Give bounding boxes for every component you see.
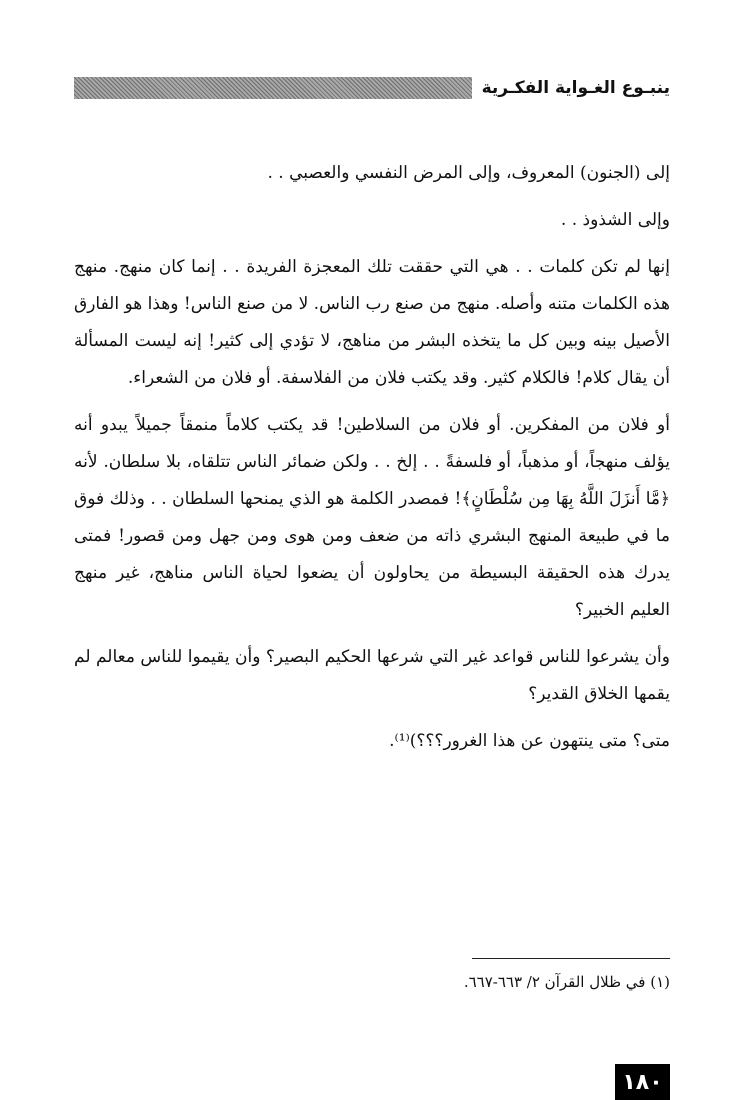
header-title: ينبـوع الغـواية الفكـرية xyxy=(481,78,670,98)
footnote-separator xyxy=(472,958,670,959)
footnote: (١) في ظلال القرآن ٢/ ٦٦٣-٦٦٧. xyxy=(463,973,670,991)
header-pattern-bar xyxy=(74,77,472,99)
running-header xyxy=(74,74,670,102)
paragraph-2: وإلى الشذوذ . . xyxy=(560,210,670,230)
paragraph-3: إنها لم تكن كلمات . . هي التي حققت تلك المعجزة الفريدة . . إنما كان منهج. منهج هذه الكلمات متنه وأصله. منهج من صنع رب الناس. لا من صنع الناس! وهذا هو الفارق الأصيل بينه وبين كل ما يتخذه البشر من مناهج، لا تؤدي إلى كثير! إنه ليست المسألة أن يقال كلام! فالكلام كثير. وقد يكتب فلان من الفلاسفة. أو فلان من الشعراء. xyxy=(74,257,670,388)
page-number: ١٨٠ xyxy=(615,1064,670,1100)
paragraph-4: أو فلان من المفكرين. أو فلان من السلاطين! قد يكتب كلاماً منمقاً جميلاً يبدو أنه يؤلف منهجاً، أو مذهباً، أو فلسفةً . . إلخ . . ولكن ضمائر الناس تتلقاه، بلا سلطان. لأنه ﴿مَّا أَنزَلَ اللَّهُ بِهَا مِن سُلْطَانٍ﴾! فمصدر الكلمة هو الذي يمنحها السلطان . . وذلك فوق ما في طبيعة المنهج البشري ذاته من ضعف ومن هوى ومن جهل ومن قصور! فمتى يدرك هذه الحقيقة البسيطة من يحاولون أن يضعوا لحياة الناس مناهج، غير منهج العليم الخبير؟ xyxy=(74,415,670,620)
paragraph-1: إلى (الجنون) المعروف، وإلى المرض النفسي والعصبي . . xyxy=(267,163,670,183)
paragraph-6: متى؟ متى ينتهون عن هذا الغرور؟؟؟)⁽¹⁾. xyxy=(389,731,670,751)
body-text xyxy=(74,155,670,760)
paragraph-5: وأن يشرعوا للناس قواعد غير التي شرعها الحكيم البصير؟ وأن يقيموا للناس معالم لم يقمها الخلاق القدير؟ xyxy=(74,647,670,704)
